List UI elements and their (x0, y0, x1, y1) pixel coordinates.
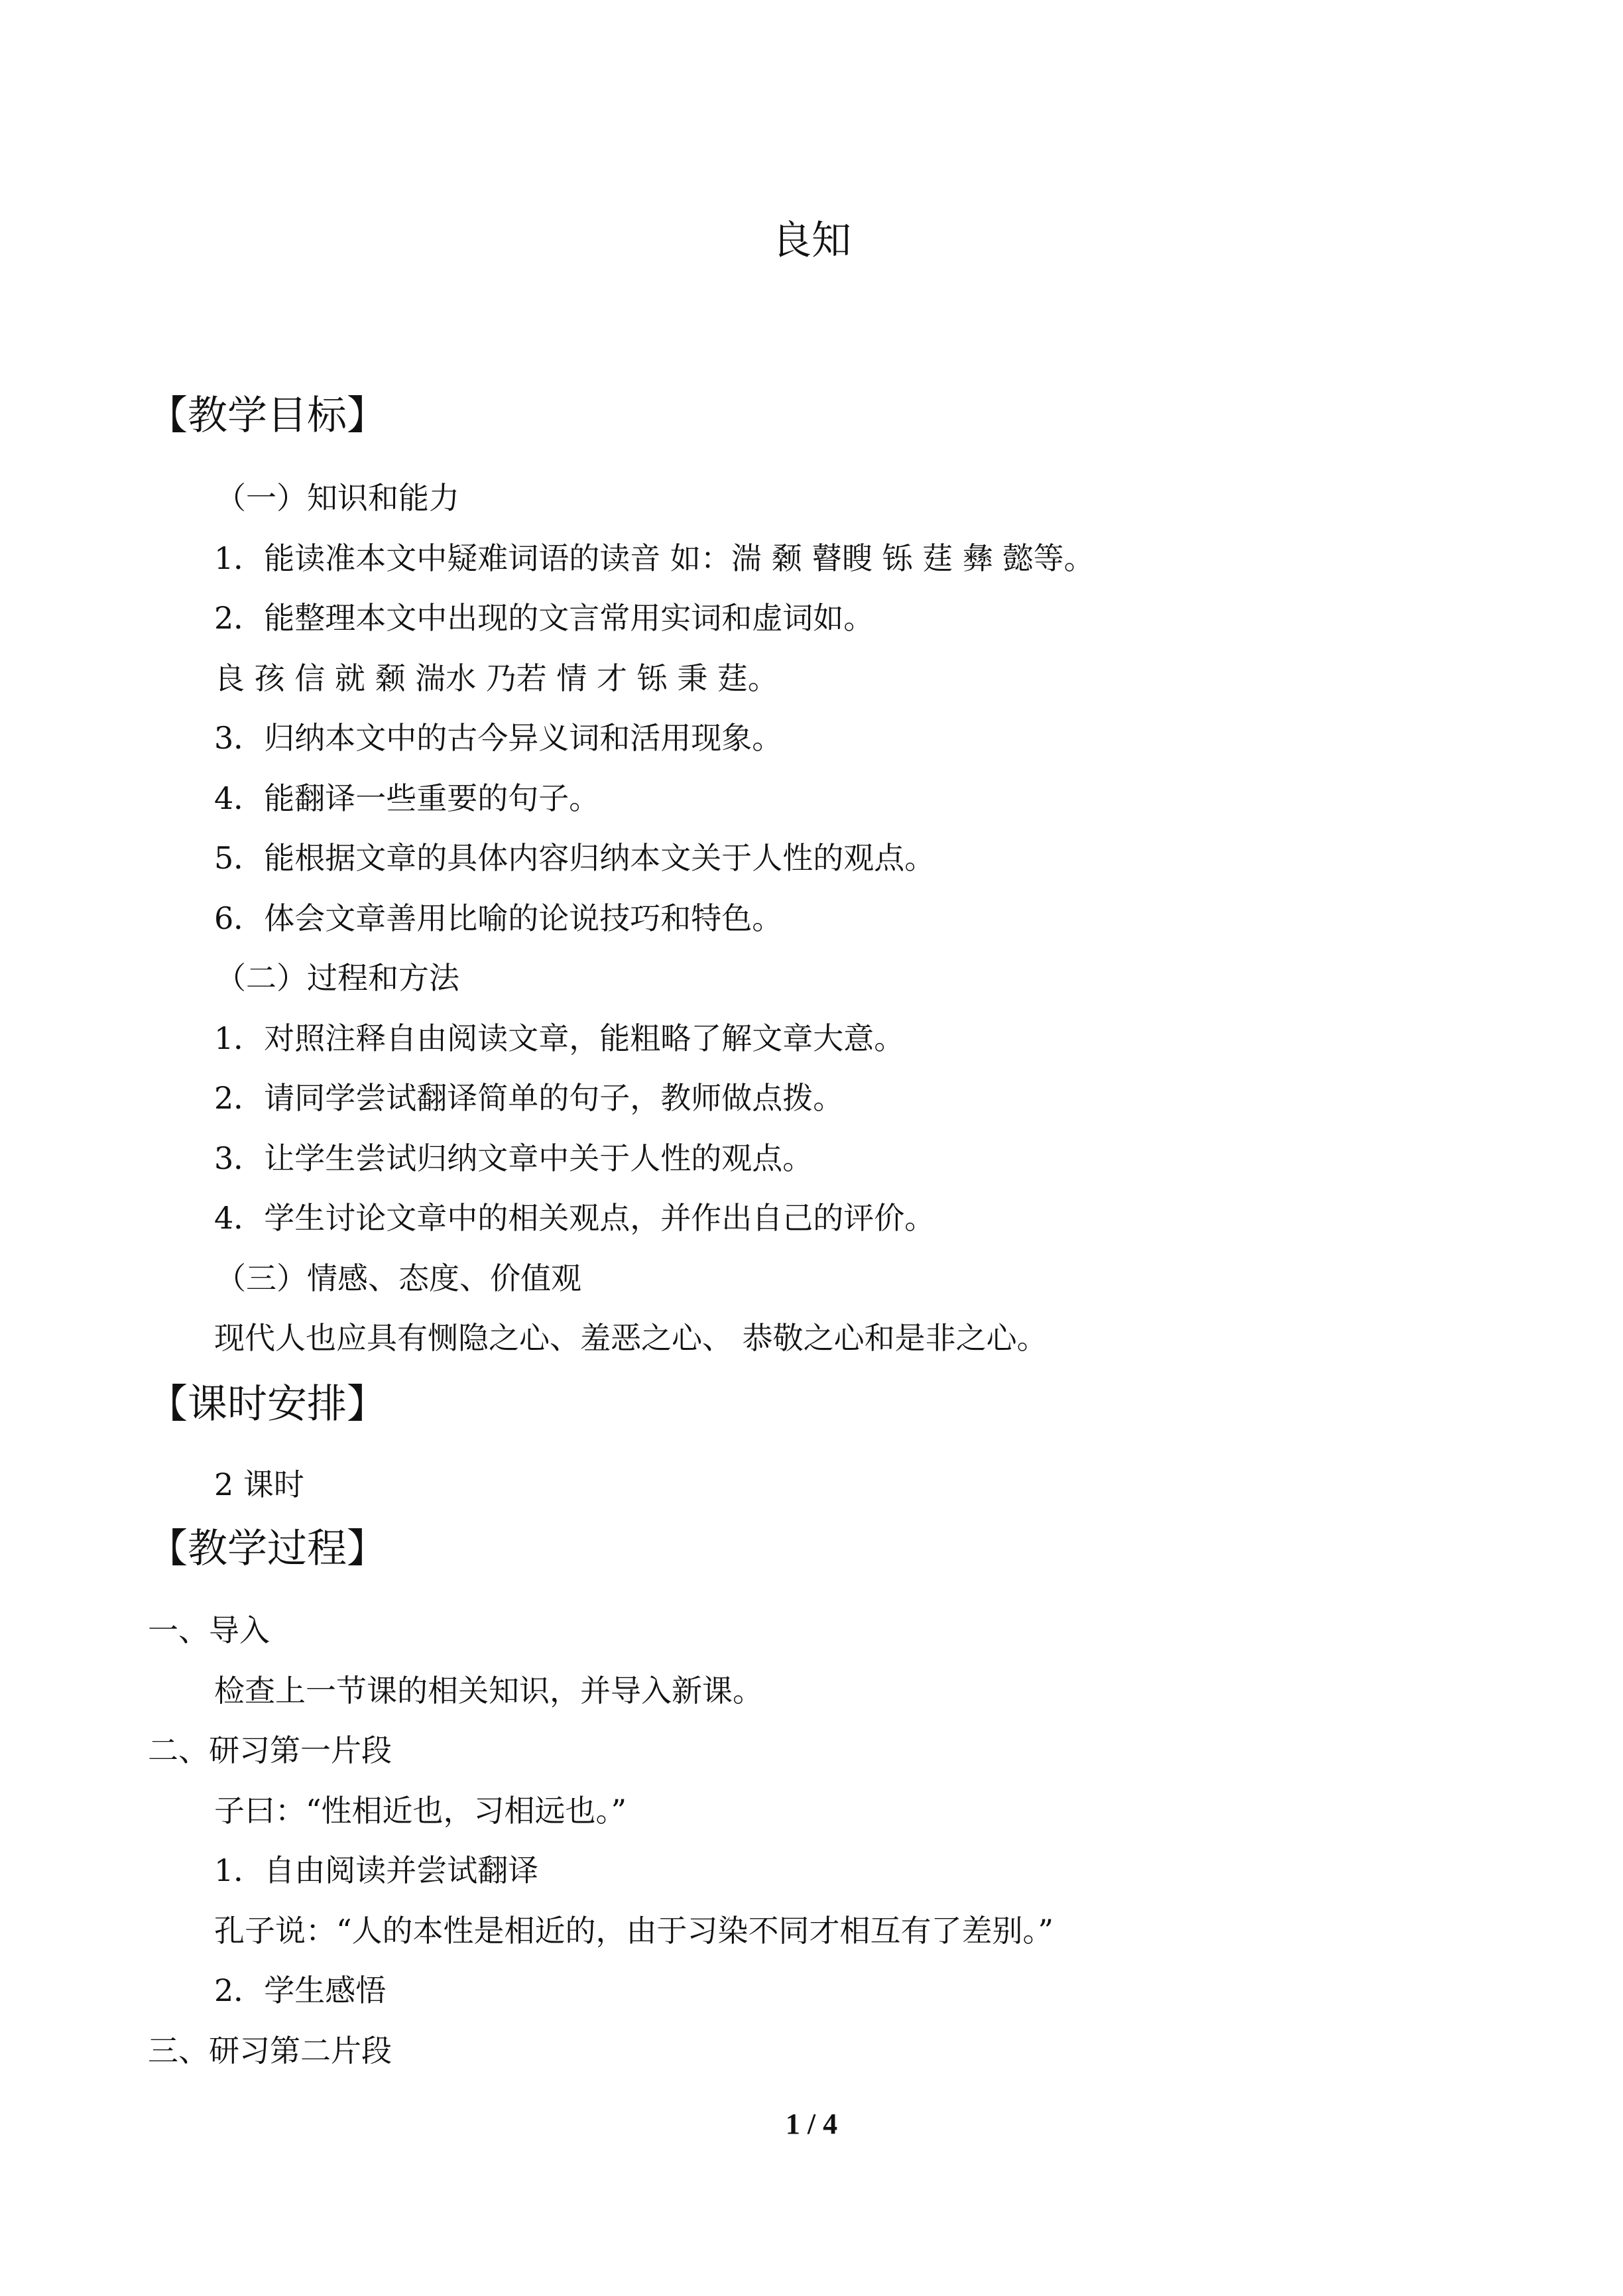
objective-item: 5．能根据文章的具体内容归纳本文关于人性的观点。 (214, 840, 935, 876)
objective-item: 6．体会文章善用比喻的论说技巧和特色。 (214, 900, 783, 936)
schedule-text: 2 课时 (214, 1467, 304, 1502)
first-passage-quote: 子曰：“性相近也，习相远也。” (214, 1793, 627, 1829)
heading-teaching-objectives: 【教学目标】 (148, 393, 387, 439)
objective-item: 3．归纳本文中的古今异义词和活用现象。 (214, 720, 783, 756)
subheading-knowledge-ability: （一）知识和能力 (215, 480, 459, 516)
step-intro-text: 检查上一节课的相关知识，并导入新课。 (214, 1673, 763, 1709)
step-heading-first-passage: 二、研习第一片段 (148, 1732, 392, 1768)
objective-item: 良 孩 信 就 颡 湍水 乃若 情 才 铄 秉 莛。 (214, 660, 778, 696)
subheading-process-method: （二）过程和方法 (215, 960, 459, 996)
objective-item: 1．能读准本文中疑难词语的读音 如：湍 颡 瞽瞍 铄 莛 彝 懿等。 (214, 540, 1095, 576)
heading-schedule: 【课时安排】 (148, 1381, 387, 1427)
objective-item: 2．能整理本文中出现的文言常用实词和虚词如。 (214, 600, 874, 636)
page-number: 1 / 4 (785, 2108, 838, 2140)
step-heading-intro: 一、导入 (148, 1612, 270, 1648)
first-passage-translation: 孔子说：“人的本性是相近的，由于习染不同才相互有了差别。” (214, 1913, 1054, 1949)
objective-item: 4．能翻译一些重要的句子。 (214, 780, 600, 816)
process-item: 1．对照注释自由阅读文章，能粗略了解文章大意。 (214, 1020, 905, 1056)
heading-teaching-procedure: 【教学过程】 (148, 1526, 387, 1572)
first-passage-sub-reflect: 2．学生感悟 (214, 1972, 387, 2008)
document-title: 良知 (772, 217, 851, 264)
process-item: 4．学生讨论文章中的相关观点，并作出自己的评价。 (214, 1200, 935, 1236)
process-item: 3．让学生尝试归纳文章中关于人性的观点。 (214, 1140, 813, 1176)
process-item: 2．请同学尝试翻译简单的句子，教师做点拨。 (214, 1080, 844, 1116)
first-passage-sub-read: 1．自由阅读并尝试翻译 (214, 1852, 539, 1888)
step-heading-second-passage: 三、研习第二片段 (148, 2033, 392, 2069)
emotion-text: 现代人也应具有恻隐之心、羞恶之心、 恭敬之心和是非之心。 (214, 1320, 1048, 1356)
subheading-emotion-values: （三）情感、态度、价值观 (215, 1260, 581, 1296)
